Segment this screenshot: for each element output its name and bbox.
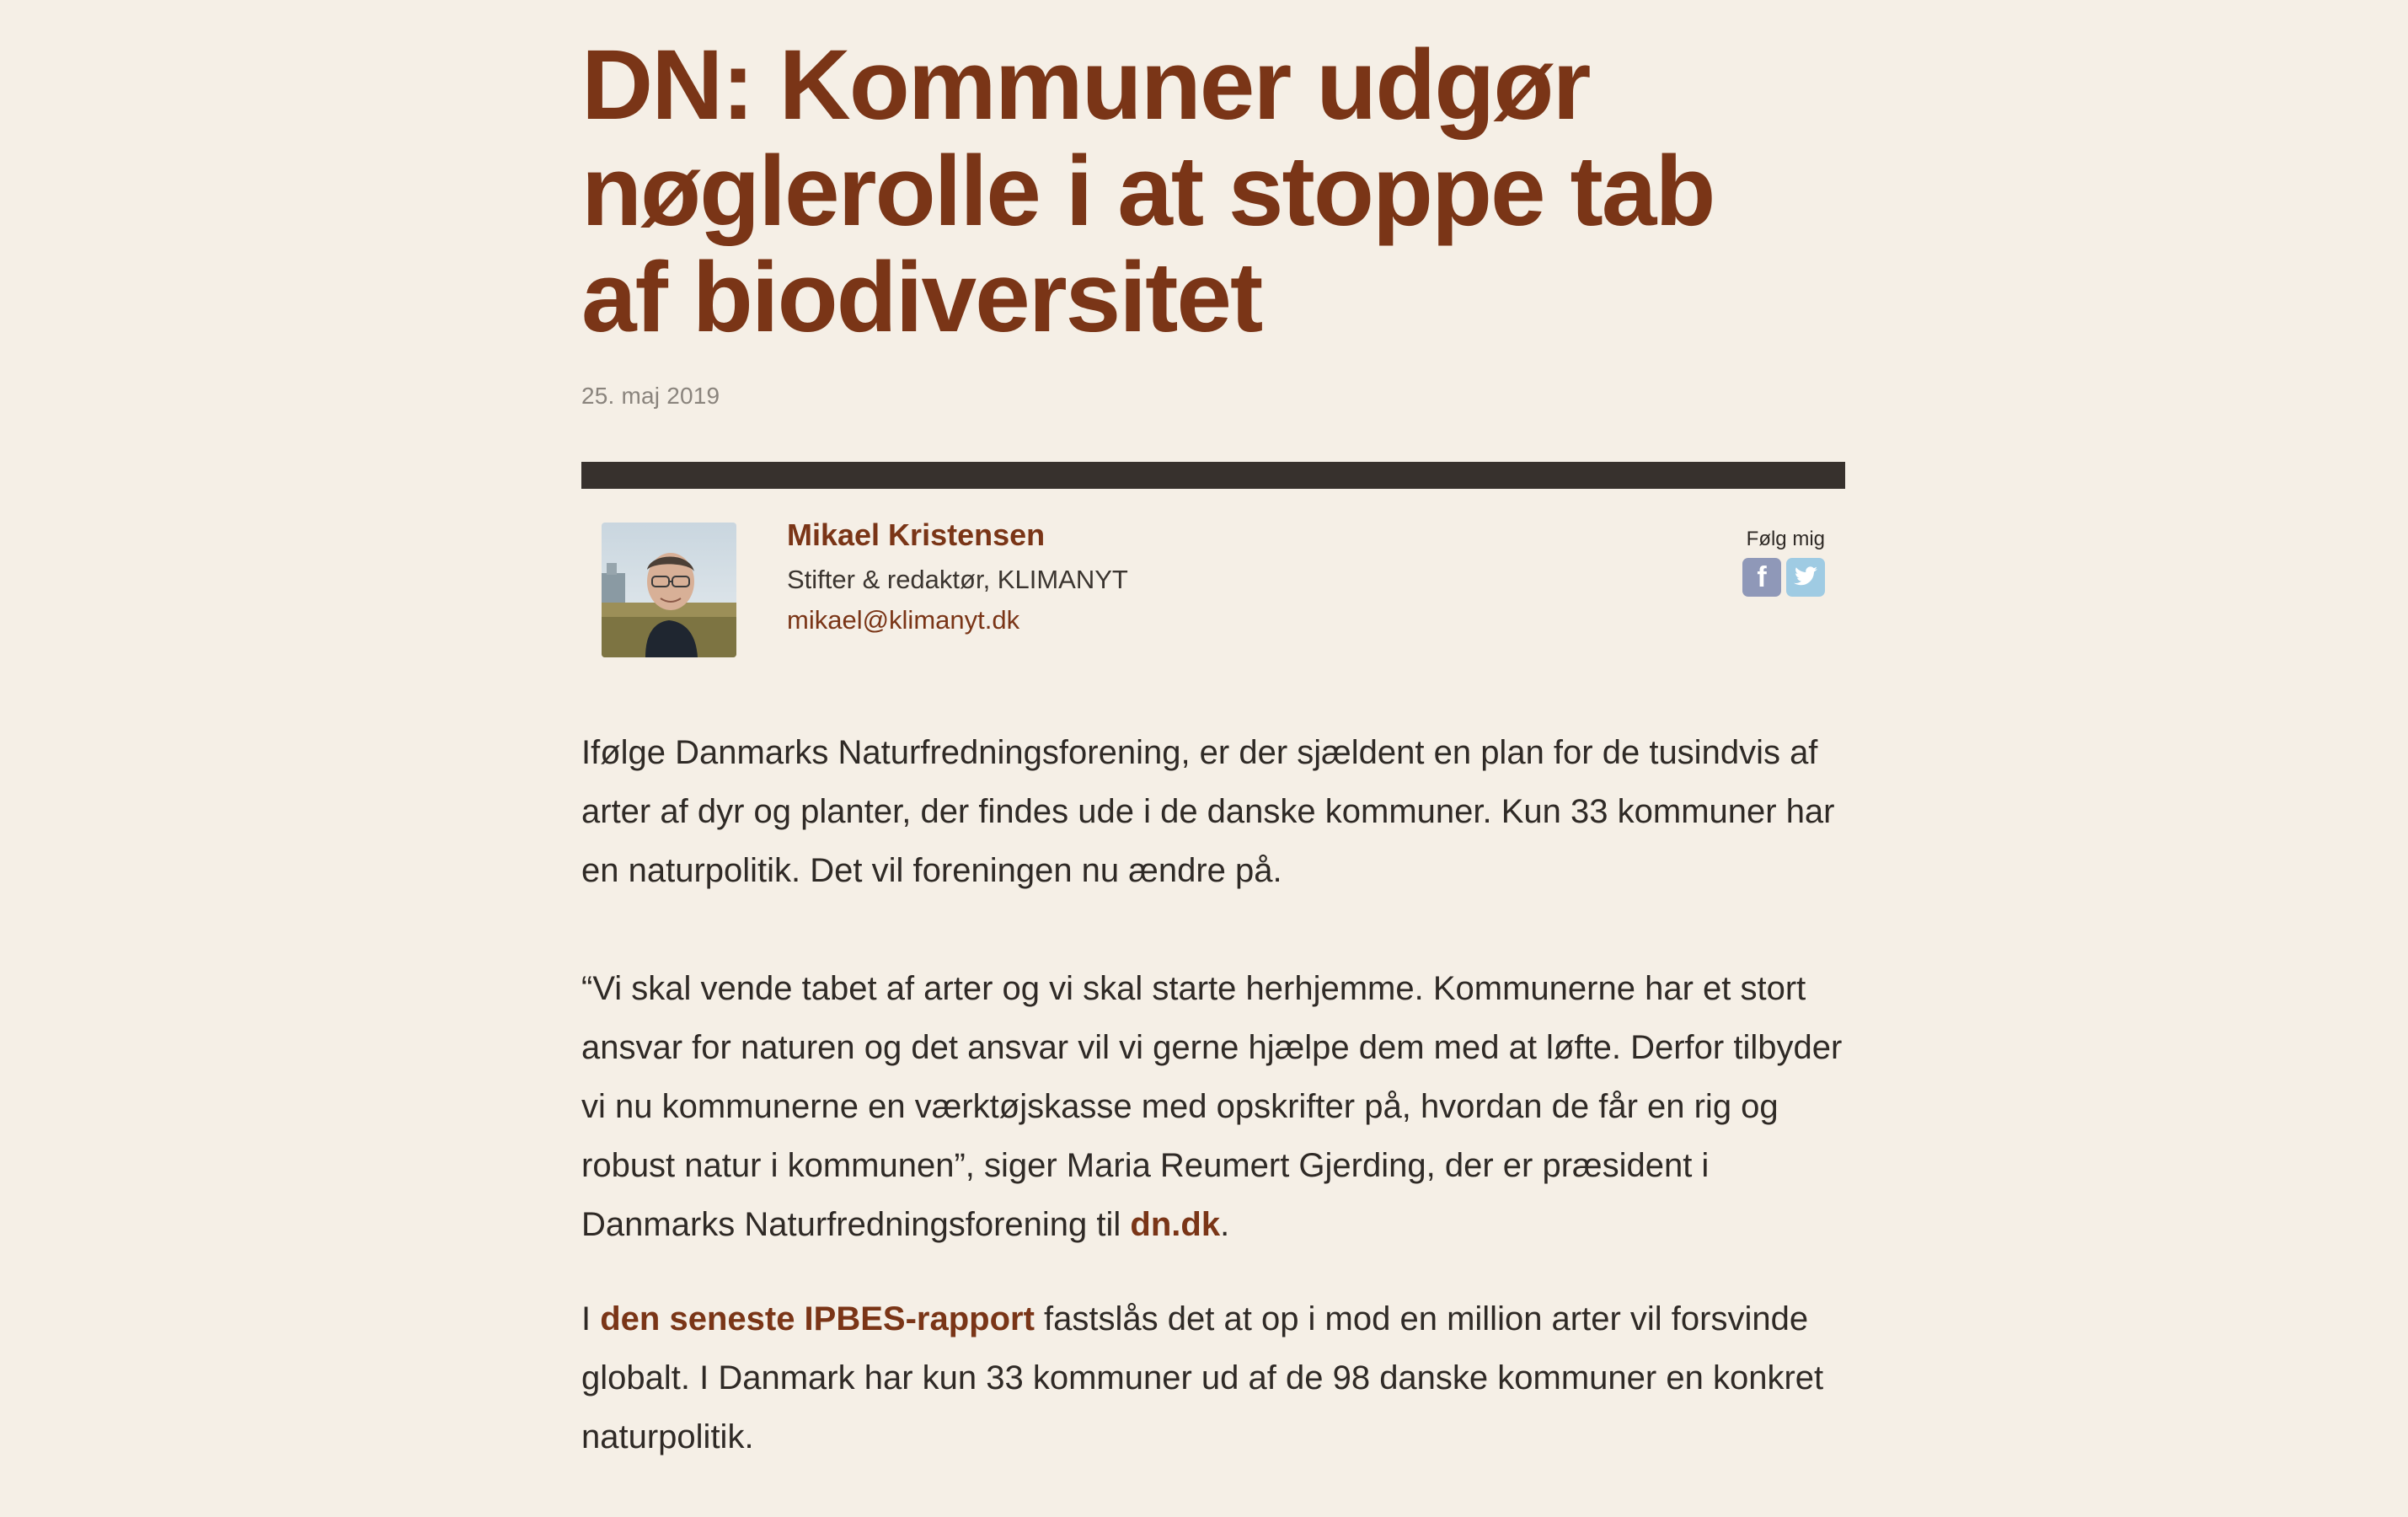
publish-date: 25. maj 2019 (581, 383, 720, 409)
twitter-bird-icon (1793, 566, 1818, 588)
paragraph-quote (581, 959, 1845, 1254)
article (581, 0, 1845, 1455)
quote-end: . (1220, 1206, 1230, 1243)
follow-box (1742, 528, 1825, 597)
avatar (602, 523, 736, 657)
author-role: Stifter & redaktør, KLIMANYT (787, 565, 1128, 594)
follow-label: Følg mig (1746, 528, 1825, 550)
article-headline (581, 0, 1845, 351)
author-email-link[interactable]: mikael@klimanyt.dk (787, 605, 1020, 635)
facebook-glyph: f (1757, 560, 1767, 593)
headline-line: DN: Kommuner udgør (581, 29, 1590, 141)
dn-link[interactable]: dn.dk (1130, 1206, 1221, 1243)
ipbes-prefix: I (581, 1300, 601, 1337)
headline-line: af biodiversitet (581, 242, 1262, 353)
paragraph-ipbes (581, 1289, 1845, 1466)
article-body (581, 723, 1845, 1502)
divider-bar (581, 462, 1845, 489)
author-photo (602, 523, 736, 657)
twitter-icon[interactable] (1786, 558, 1825, 597)
headline-line: nøglerolle i at stoppe tab (581, 136, 1715, 247)
ipbes-text: fastslås det at op i mod en million arter vil forsvinde globalt. I Danmark har kun 33 kommuner ud af de 98 danske kommuner en konkret naturpolitik. (581, 1300, 1824, 1455)
paragraph-intro: Ifølge Danmarks Naturfredningsforening, er der sjældent en plan for de tusindvis af arter af dyr og planter, der findes ude i de danske kommuner. Kun 33 kommuner har en naturpolitik. Det vil foreningen nu ændre på. (581, 734, 1835, 889)
author-name[interactable]: Mikael Kristensen (787, 517, 1046, 552)
author-box (581, 489, 1845, 635)
ipbes-report-link[interactable]: den seneste IPBES-rapport (600, 1300, 1035, 1337)
social-links (1742, 558, 1825, 597)
quote-text: “Vi skal vende tabet af arter og vi skal starte herhjemme. Kommunerne har et stort ansvar for naturen og det ansvar vil vi gerne hjælpe dem med at løfte. Derfor tilbyder vi nu kommunerne en værktøjskasse med opskrifter på, hvordan de får en rig og robust natur i kommunen”, siger Maria Reumert Gjerding, der er præsident i Danmarks Naturfredningsforening til (581, 970, 1843, 1243)
facebook-icon[interactable] (1742, 558, 1781, 597)
